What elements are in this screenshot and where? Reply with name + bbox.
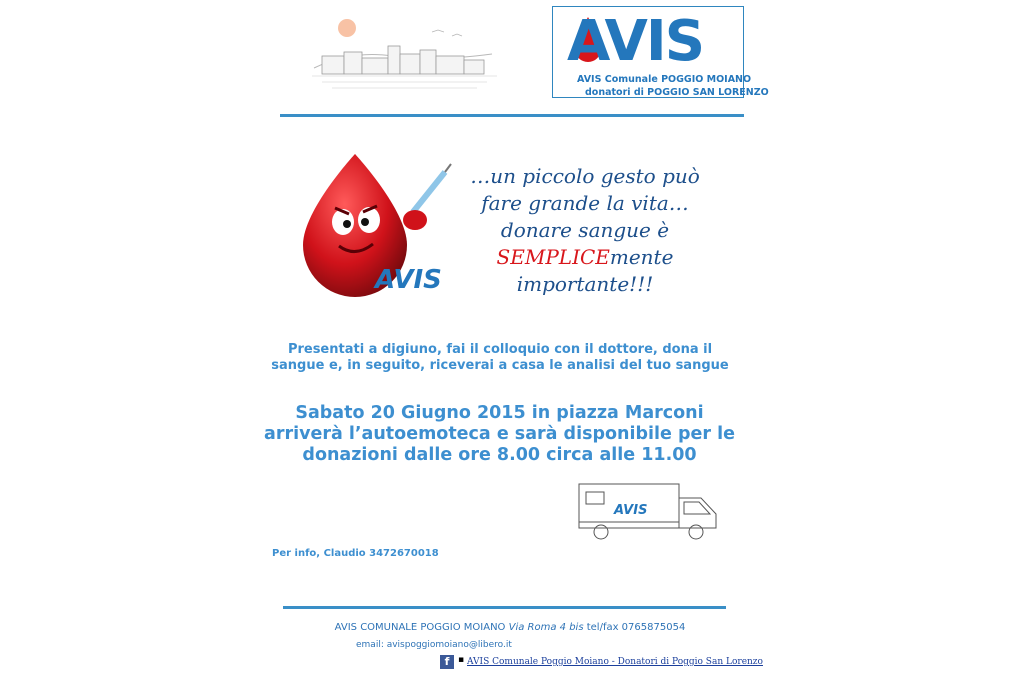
header-divider [280,114,744,117]
facebook-page-link[interactable]: AVIS Comunale Poggio Moiano - Donatori di Poggio San Lorenzo [467,657,763,667]
footer-street: Via Roma 4 bis [508,622,584,633]
mascot-badge: AVIS [375,265,442,295]
syringe-icon [413,172,445,212]
logo-subtitle-donors: donatori di POGGIO SAN LORENZO [585,87,769,98]
slogan-line-4 [460,244,710,271]
logo-subtitle-org: AVIS Comunale POGGIO MOIANO [577,74,752,85]
sun-mark [338,19,356,37]
town-sketch-image [312,10,497,100]
facebook-icon[interactable]: f [440,655,454,669]
slogan [460,163,710,298]
slogan-line-2: fare grande la vita… [481,191,689,215]
avis-logo [552,6,769,98]
slogan-line-1: …un piccolo gesto può [470,164,700,188]
event-announcement: Sabato 20 Giugno 2015 in piazza Marconi arriverà l’autoemoteca e sarà disponibile per le donazioni dalle ore 8.00 circa alle 11.00 [264,403,735,465]
footer-divider [283,606,726,609]
footer-org: AVIS COMUNALE POGGIO MOIANO [334,622,506,633]
slogan-line-3: donare sangue è [500,218,670,242]
footer-phone: tel/fax 0765875054 [586,622,686,633]
footer-address [300,622,720,633]
intro-paragraph: Presentati a digiuno, fai il colloquio con il dottore, dona il sangue e, in seguito, riceverai a casa le analisi del tuo sangue [271,342,729,373]
town-buildings [322,46,484,74]
slogan-line-5: importante!!! [516,272,654,296]
footer-email[interactable]: email: avispoggiomoiano@libero.it [356,640,512,650]
logo-wordmark: AVIS [567,9,704,74]
bullet-icon: ▪ [458,655,465,665]
truck-label: AVIS [614,503,648,518]
slogan-highlight: SEMPLICE [496,245,610,269]
contact-info: Per info, Claudio 3472670018 [272,548,439,559]
blood-drop-mascot-image [295,150,455,300]
blood-mobile-truck-image [576,478,721,542]
slogan-highlight-suffix: mente [609,245,674,269]
